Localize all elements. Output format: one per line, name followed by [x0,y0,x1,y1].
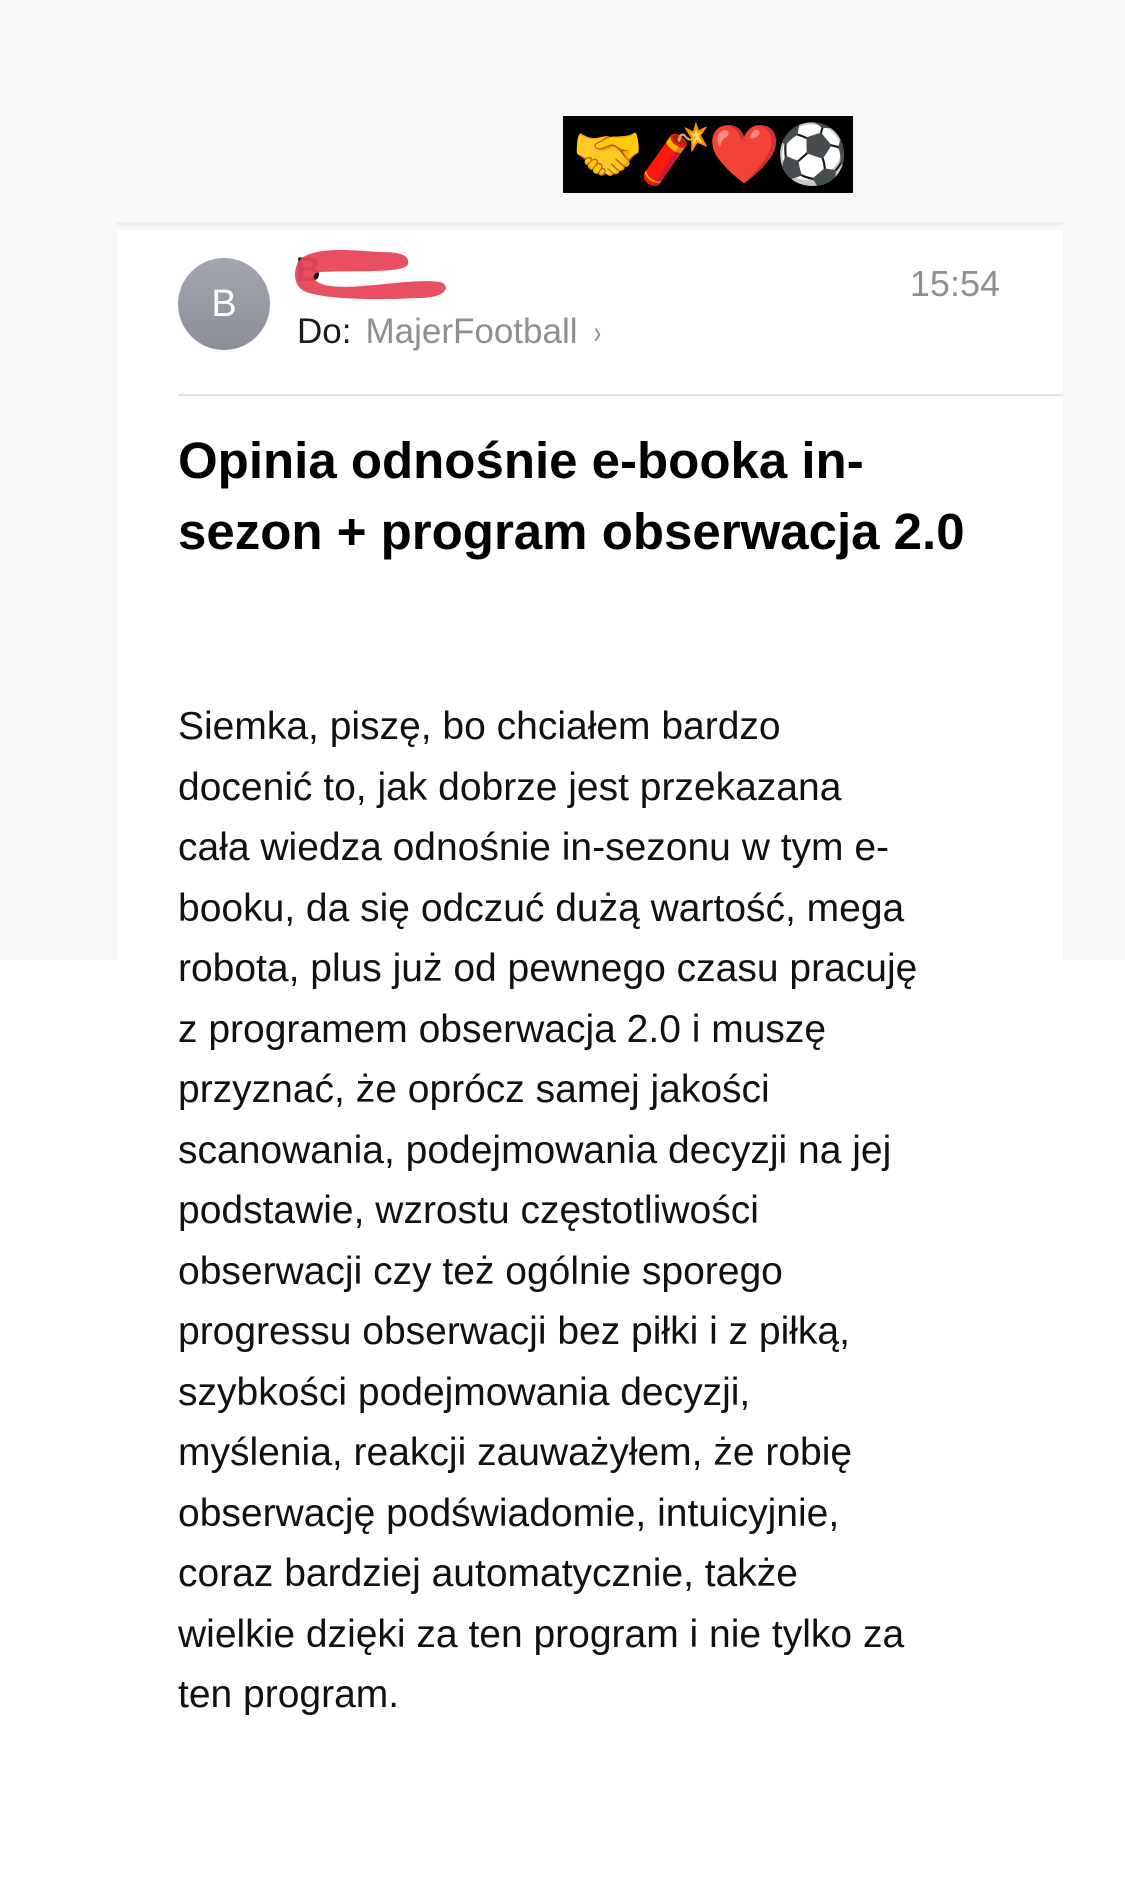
email-subject: Opinia odnośnie e-booka in-sezon + program obserwacja 2.0 [178,432,965,560]
email-body-line: przyznać, że oprócz samej jakości [178,1068,770,1111]
email-body-line: szybkości podejmowania decyzji, [178,1370,751,1414]
email-body-line: robota, plus już od pewnego czasu pracuję [178,947,918,990]
email-body-line: wielkie dzięki za ten program i nie tylko za [178,1612,905,1656]
emoji-sticker: 🤝🧨❤️⚽ [563,116,853,193]
email-body-line: scanowania, podejmowania decyzji na jej [178,1128,892,1172]
chevron-right-icon[interactable]: › [593,314,601,350]
sender-avatar[interactable] [178,258,270,350]
email-body [178,697,1038,1726]
avatar-initial: B [211,282,237,325]
redaction-scribble [290,240,450,302]
email-body-line: myślenia, reakcji zauważyłem, że robię [178,1431,853,1474]
email-body-line: z programem obserwacja 2.0 i muszę [178,1007,827,1051]
email-body-line: obserwacji czy też ogólnie sporego [178,1249,783,1293]
email-body-line: coraz bardziej automatycznie, także [178,1552,798,1595]
recipient-name[interactable]: MajerFootball [365,312,578,351]
to-label: Do: [297,312,352,351]
email-body-line: progressu obserwacji bez piłki i z piłką, [178,1310,850,1353]
email-body-line: docenić to, jak dobrze jest przekazana [178,765,842,809]
header-divider [178,394,1063,396]
email-body-line: booku, da się odczuć dużą wartość, mega [178,886,905,930]
recipient-row[interactable] [297,310,602,354]
email-card-shadow [117,222,1063,232]
email-time: 15:54 [909,263,1000,304]
email-body-line: Siemka, piszę, bo chciałem bardzo [178,705,781,748]
email-body-line: obserwację podświadomie, intuicyjnie, [178,1491,840,1535]
email-body-line: ten program. [178,1673,400,1716]
email-body-line: podstawie, wzrostu częstotliwości [178,1189,759,1232]
email-body-line: cała wiedza odnośnie in-sezonu w tym e- [178,826,890,869]
